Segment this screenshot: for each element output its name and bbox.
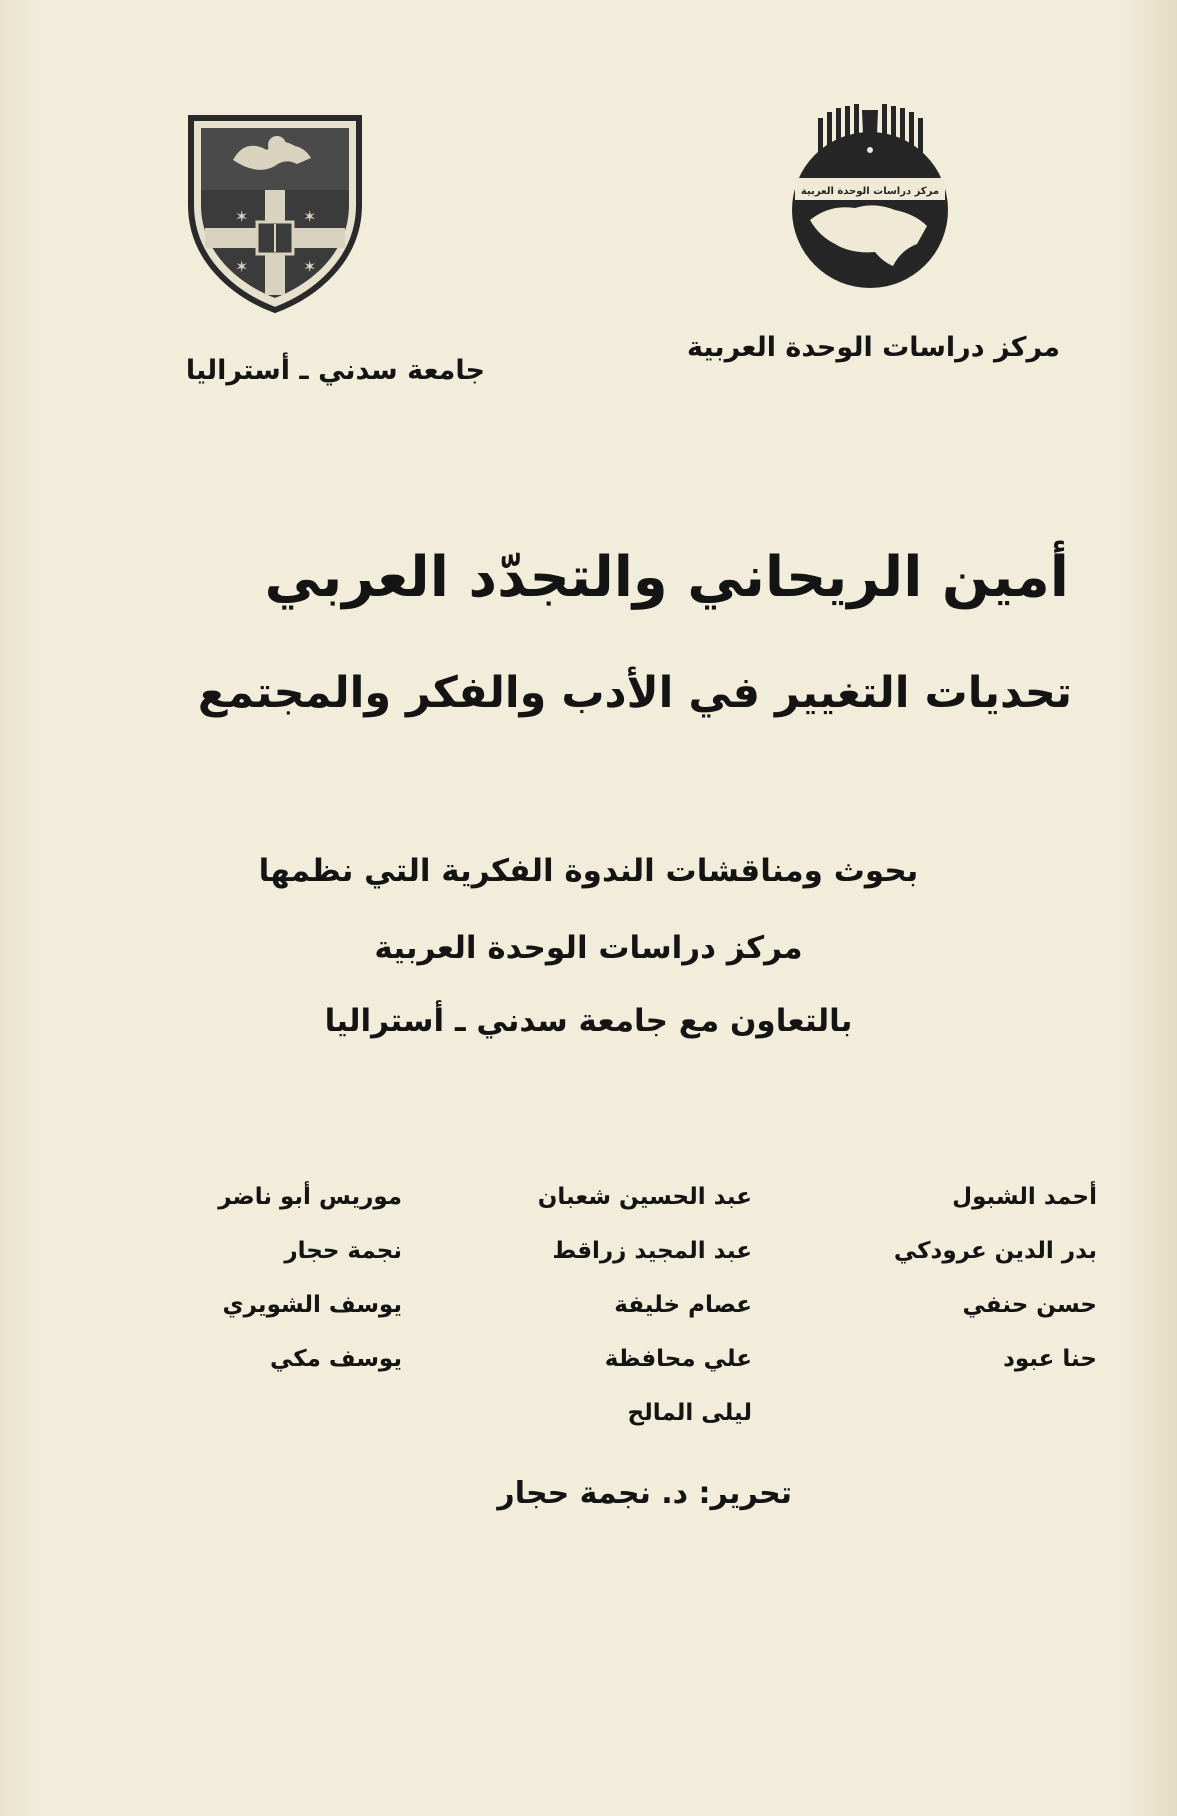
contributor-name: يوسف مكي	[270, 1346, 402, 1372]
university-name: جامعة سدني ـ أستراليا	[185, 355, 485, 386]
contributor-name: نجمة حجار	[284, 1238, 402, 1264]
description-line-1: بحوث ومناقشات الندوة الفكرية التي نظمها	[258, 853, 919, 889]
contributor-name: عصام خليفة	[614, 1292, 752, 1318]
book-subtitle: تحديات التغيير في الأدب والفكر والمجتمع	[197, 668, 1072, 718]
contributor-name: حسن حنفي	[962, 1292, 1097, 1318]
contributors-column-1	[797, 1170, 1097, 1386]
description-line-3: بالتعاون مع جامعة سدني ـ أستراليا	[324, 1003, 853, 1039]
contributor-name: علي محافظة	[604, 1346, 752, 1372]
contributor-name: بدر الدين عرودكي	[893, 1238, 1097, 1264]
contributor-name: يوسف الشويري	[222, 1292, 402, 1318]
svg-text:✶: ✶	[303, 257, 317, 276]
university-shield-icon	[185, 110, 365, 315]
contributor-name: أحمد الشبول	[952, 1184, 1097, 1210]
svg-text:✶: ✶	[235, 257, 249, 276]
description-line-2: مركز دراسات الوحدة العربية	[374, 930, 803, 966]
publisher-logo-text: مركز دراسات الوحدة العربية	[800, 186, 940, 197]
contributor-name: موريس أبو ناضر	[218, 1184, 402, 1210]
editor-credit: تحرير: د. نجمة حجار	[497, 1476, 792, 1511]
contributors-column-2	[452, 1170, 752, 1440]
contributors-column-3	[92, 1170, 402, 1386]
contributor-name: عبد المجيد زراقط	[552, 1238, 752, 1264]
publisher-emblem-icon	[770, 100, 970, 290]
publisher-name: مركز دراسات الوحدة العربية	[687, 332, 1060, 363]
book-title: أمين الريحاني والتجدّد العربي	[264, 545, 1069, 610]
contributor-name: ليلى المالح	[627, 1400, 752, 1426]
contributor-name: حنا عبود	[1003, 1346, 1097, 1372]
svg-text:✶: ✶	[235, 207, 249, 226]
contributor-name: عبد الحسين شعبان	[537, 1184, 752, 1210]
svg-text:✶: ✶	[303, 207, 317, 226]
